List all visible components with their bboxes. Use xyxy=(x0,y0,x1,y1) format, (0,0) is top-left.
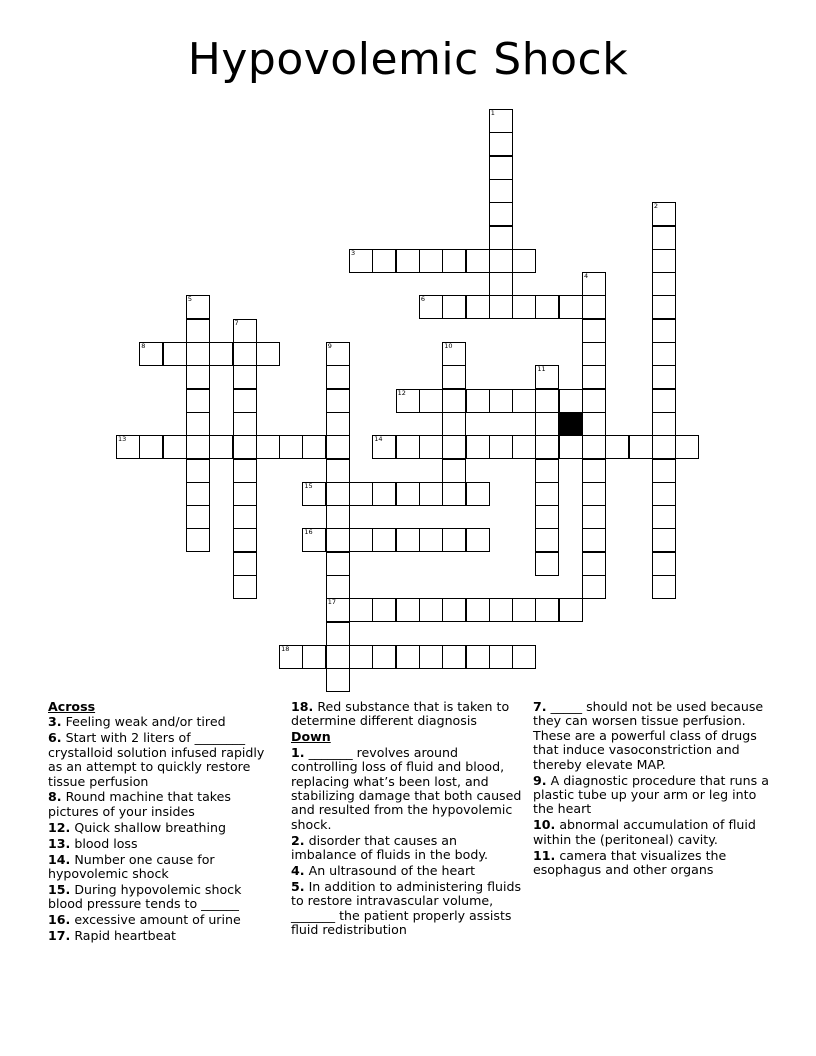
grid-cell[interactable] xyxy=(535,389,559,413)
grid-cell[interactable] xyxy=(535,295,559,319)
clue-across-14: 14. Number one cause for hypovolemic shock xyxy=(48,851,215,881)
grid-cell[interactable] xyxy=(535,412,559,436)
grid-cell[interactable] xyxy=(186,528,210,552)
grid-cell[interactable] xyxy=(233,342,257,366)
grid-cell[interactable] xyxy=(442,342,466,366)
grid-cell[interactable] xyxy=(535,365,559,389)
grid-cell[interactable] xyxy=(186,389,210,413)
grid-cell[interactable] xyxy=(326,575,350,599)
grid-cell[interactable] xyxy=(489,435,513,459)
grid-cell[interactable] xyxy=(209,342,233,366)
grid-cell[interactable] xyxy=(396,598,420,622)
grid-cell[interactable] xyxy=(326,435,350,459)
grid-cell[interactable] xyxy=(489,202,513,226)
grid-cell[interactable] xyxy=(396,482,420,506)
grid-cell[interactable] xyxy=(442,249,466,273)
grid-cell[interactable] xyxy=(582,342,606,366)
grid-cell[interactable] xyxy=(349,645,373,669)
grid-number: 1 xyxy=(490,109,495,117)
clue-across-3: 3. Feeling weak and/or tired xyxy=(48,714,226,730)
grid-number: 17 xyxy=(327,598,336,607)
clue-down-11: 11. camera that visualizes the esophagus and other organs xyxy=(533,847,727,877)
grid-cell[interactable] xyxy=(489,598,513,622)
grid-cell[interactable] xyxy=(326,412,350,436)
grid-number: 11 xyxy=(537,365,546,374)
grid-cell[interactable] xyxy=(419,389,443,413)
grid-cell[interactable] xyxy=(489,645,513,669)
clue-down-7: 7. _____ should not be used because they can worsen tissue perfusion. These are a powerful class of drugs that induce vasoconstriction and thereby elevate MAP. xyxy=(533,699,764,772)
grid-number: 13 xyxy=(118,435,127,444)
grid-cell[interactable] xyxy=(372,598,396,622)
grid-cell[interactable] xyxy=(372,249,396,273)
grid-number: 14 xyxy=(374,435,383,444)
grid-cell[interactable] xyxy=(186,342,210,366)
grid-cell[interactable] xyxy=(396,645,420,669)
grid-number: 3 xyxy=(351,248,356,257)
grid-cell[interactable] xyxy=(233,552,257,576)
grid-cell[interactable] xyxy=(652,342,676,366)
grid-number: 15 xyxy=(304,481,313,490)
grid-cell[interactable] xyxy=(512,435,536,459)
grid-cell[interactable] xyxy=(652,295,676,319)
grid-cell[interactable] xyxy=(372,528,396,552)
grid-cell[interactable] xyxy=(233,505,257,529)
grid-cell[interactable] xyxy=(116,435,140,459)
grid-cell[interactable] xyxy=(326,528,350,552)
grid-cell[interactable] xyxy=(535,528,559,552)
clues-column-2 xyxy=(291,700,523,939)
grid-cell[interactable] xyxy=(279,645,303,669)
grid-cell[interactable] xyxy=(442,482,466,506)
clue-across-8: 8. Round machine that takes pictures of your insides xyxy=(48,789,231,819)
grid-cell[interactable] xyxy=(605,435,629,459)
grid-cell[interactable] xyxy=(582,272,606,296)
grid-cell[interactable] xyxy=(582,412,606,436)
across-header: Across xyxy=(48,699,96,714)
down-header: Down xyxy=(291,729,331,745)
grid-cell[interactable] xyxy=(326,668,350,692)
grid-cell[interactable] xyxy=(559,598,583,622)
clue-down-10: 10. abnormal accumulation of fluid within the (peritoneal) cavity. xyxy=(533,817,756,847)
grid-cell[interactable] xyxy=(512,295,536,319)
grid-cell[interactable] xyxy=(326,645,350,669)
grid-cell[interactable] xyxy=(326,598,350,622)
grid-cell[interactable] xyxy=(652,412,676,436)
grid-cell[interactable] xyxy=(442,645,466,669)
grid-cell[interactable] xyxy=(233,365,257,389)
grid-cell[interactable] xyxy=(466,598,490,622)
clue-across-6: 6. Start with 2 liters of ________ crystalloid solution infused rapidly as an attempt to quickly restore tissue perfusion xyxy=(48,730,265,789)
clue-down-5: 5. In addition to administering fluids to restore intravascular volume, _______ the patient properly assists fluid redistribution xyxy=(291,878,522,938)
grid-cell[interactable] xyxy=(582,505,606,529)
grid-cell[interactable] xyxy=(442,389,466,413)
grid-cell[interactable] xyxy=(326,505,350,529)
grid-cell[interactable] xyxy=(186,459,210,483)
grid-cell[interactable] xyxy=(535,598,559,622)
clues-column-3 xyxy=(533,700,773,879)
grid-cell[interactable] xyxy=(326,482,350,506)
grid-cell[interactable] xyxy=(419,249,443,273)
grid-cell[interactable] xyxy=(396,528,420,552)
grid-cell[interactable] xyxy=(326,389,350,413)
clue-down-2: 2. disorder that causes an imbalance of fluids in the body. xyxy=(291,832,488,863)
grid-cell[interactable] xyxy=(466,389,490,413)
grid-cell[interactable] xyxy=(489,156,513,180)
grid-cell[interactable] xyxy=(582,319,606,343)
grid-black-cell xyxy=(559,412,583,436)
grid-cell[interactable] xyxy=(582,435,606,459)
grid-cell[interactable] xyxy=(559,389,583,413)
grid-cell[interactable] xyxy=(139,435,163,459)
grid-cell[interactable] xyxy=(233,459,257,483)
grid-cell[interactable] xyxy=(582,528,606,552)
grid-cell[interactable] xyxy=(466,482,490,506)
grid-cell[interactable] xyxy=(652,389,676,413)
grid-cell[interactable] xyxy=(256,435,280,459)
grid-cell[interactable] xyxy=(582,295,606,319)
grid-cell[interactable] xyxy=(302,482,326,506)
clue-across-16: 16. excessive amount of urine xyxy=(48,912,241,928)
grid-cell[interactable] xyxy=(233,319,257,343)
grid-cell[interactable] xyxy=(302,435,326,459)
grid-cell[interactable] xyxy=(466,528,490,552)
grid-cell[interactable] xyxy=(372,482,396,506)
grid-cell[interactable] xyxy=(233,528,257,552)
clue-across-18: 18. Red substance that is taken to determine different diagnosis xyxy=(291,699,510,729)
grid-cell[interactable] xyxy=(652,575,676,599)
grid-cell[interactable] xyxy=(186,482,210,506)
grid-cell[interactable] xyxy=(186,505,210,529)
grid-cell[interactable] xyxy=(139,342,163,366)
grid-cell[interactable] xyxy=(442,528,466,552)
grid-cell[interactable] xyxy=(629,435,653,459)
grid-cell[interactable] xyxy=(512,389,536,413)
grid-cell[interactable] xyxy=(163,342,187,366)
grid-cell[interactable] xyxy=(652,319,676,343)
clue-across-13: 13. blood loss xyxy=(48,835,138,851)
grid-number: 5 xyxy=(187,295,193,304)
grid-cell[interactable] xyxy=(186,435,210,459)
grid-cell[interactable] xyxy=(582,482,606,506)
grid-cell[interactable] xyxy=(512,598,536,622)
grid-cell[interactable] xyxy=(372,645,396,669)
grid-cell[interactable] xyxy=(489,249,513,273)
grid-cell[interactable] xyxy=(163,435,187,459)
page-title: Hypovolemic Shock xyxy=(187,34,629,85)
clue-across-12: 12. Quick shallow breathing xyxy=(48,819,226,835)
grid-cell[interactable] xyxy=(396,435,420,459)
grid-cell[interactable] xyxy=(419,598,443,622)
grid-cell[interactable] xyxy=(535,482,559,506)
grid-cell[interactable] xyxy=(512,645,536,669)
grid-number: 7 xyxy=(234,318,239,327)
grid-cell[interactable] xyxy=(326,365,350,389)
grid-cell[interactable] xyxy=(186,412,210,436)
grid-cell[interactable] xyxy=(582,389,606,413)
grid-cell[interactable] xyxy=(652,226,676,250)
grid-cell[interactable] xyxy=(652,505,676,529)
grid-cell[interactable] xyxy=(349,598,373,622)
grid-cell[interactable] xyxy=(559,435,583,459)
grid-cell[interactable] xyxy=(652,249,676,273)
grid-cell[interactable] xyxy=(535,552,559,576)
grid-cell[interactable] xyxy=(326,622,350,646)
grid-cell[interactable] xyxy=(535,435,559,459)
grid-number: 10 xyxy=(444,342,453,350)
grid-cell[interactable] xyxy=(233,435,257,459)
clues-column-1 xyxy=(48,700,278,945)
grid-cell[interactable] xyxy=(279,435,303,459)
grid-cell[interactable] xyxy=(652,202,676,226)
grid-cell[interactable] xyxy=(582,459,606,483)
grid-cell[interactable] xyxy=(489,295,513,319)
grid-number: 6 xyxy=(420,295,426,304)
grid-cell[interactable] xyxy=(302,645,326,669)
grid-number: 4 xyxy=(584,272,589,281)
grid-cell[interactable] xyxy=(419,295,443,319)
grid-number: 9 xyxy=(327,342,332,350)
grid-cell[interactable] xyxy=(233,575,257,599)
grid-cell[interactable] xyxy=(582,552,606,576)
grid-cell[interactable] xyxy=(209,435,233,459)
grid-cell[interactable] xyxy=(652,482,676,506)
grid-cell[interactable] xyxy=(652,459,676,483)
grid-cell[interactable] xyxy=(396,249,420,273)
grid-cell[interactable] xyxy=(675,435,699,459)
grid-cell[interactable] xyxy=(302,528,326,552)
grid-cell[interactable] xyxy=(442,412,466,436)
grid-cell[interactable] xyxy=(559,295,583,319)
grid-cell[interactable] xyxy=(652,272,676,296)
grid-cell[interactable] xyxy=(326,459,350,483)
grid-cell[interactable] xyxy=(233,389,257,413)
grid-cell[interactable] xyxy=(489,272,513,296)
grid-cell[interactable] xyxy=(233,412,257,436)
grid-cell[interactable] xyxy=(652,435,676,459)
grid-cell[interactable] xyxy=(466,249,490,273)
grid-cell[interactable] xyxy=(489,389,513,413)
grid-cell[interactable] xyxy=(233,482,257,506)
grid-cell[interactable] xyxy=(186,319,210,343)
grid-cell[interactable] xyxy=(256,342,280,366)
grid-cell[interactable] xyxy=(419,482,443,506)
grid-cell[interactable] xyxy=(512,249,536,273)
grid-cell[interactable] xyxy=(652,365,676,389)
grid-cell[interactable] xyxy=(489,132,513,156)
grid-cell[interactable] xyxy=(489,179,513,203)
clue-down-1: 1. _______ revolves around controlling loss of fluid and blood, replacing what’s been lost, and stabilizing damage that both caused and resulted from the hypovolemic shock. xyxy=(291,744,522,832)
grid-cell[interactable] xyxy=(582,365,606,389)
grid-cell[interactable] xyxy=(396,389,420,413)
grid-cell[interactable] xyxy=(419,528,443,552)
clue-down-9: 9. A diagnostic procedure that runs a plastic tube up your arm or leg into the heart xyxy=(533,772,769,817)
grid-number: 16 xyxy=(304,528,313,537)
grid-cell[interactable] xyxy=(419,645,443,669)
grid-cell[interactable] xyxy=(326,552,350,576)
clue-down-4: 4. An ultrasound of the heart xyxy=(291,862,476,878)
grid-cell[interactable] xyxy=(535,505,559,529)
grid-number: 12 xyxy=(397,388,406,397)
grid-cell[interactable] xyxy=(326,342,350,366)
grid-number: 18 xyxy=(281,644,290,653)
grid-cell[interactable] xyxy=(535,459,559,483)
grid-cell[interactable] xyxy=(349,482,373,506)
grid-cell[interactable] xyxy=(466,645,490,669)
grid-cell[interactable] xyxy=(489,226,513,250)
grid-cell[interactable] xyxy=(349,528,373,552)
grid-cell[interactable] xyxy=(442,598,466,622)
clue-across-15: 15. During hypovolemic shock blood pressure tends to ______ xyxy=(48,881,242,912)
grid-cell[interactable] xyxy=(442,295,466,319)
grid-cell[interactable] xyxy=(186,365,210,389)
grid-cell[interactable] xyxy=(466,295,490,319)
grid-cell[interactable] xyxy=(442,365,466,389)
grid-cell[interactable] xyxy=(349,249,373,273)
grid-cell[interactable] xyxy=(442,435,466,459)
grid-cell[interactable] xyxy=(582,575,606,599)
grid-cell[interactable] xyxy=(372,435,396,459)
grid-cell[interactable] xyxy=(652,552,676,576)
grid-cell[interactable] xyxy=(186,295,210,319)
grid-cell[interactable] xyxy=(419,435,443,459)
grid-number: 2 xyxy=(653,202,659,211)
clue-across-17: 17. Rapid heartbeat xyxy=(48,928,176,944)
grid-cell[interactable] xyxy=(466,435,490,459)
grid-cell[interactable] xyxy=(652,528,676,552)
grid-cell[interactable] xyxy=(442,459,466,483)
grid-number: 8 xyxy=(141,342,146,350)
grid-cell[interactable] xyxy=(489,109,513,133)
